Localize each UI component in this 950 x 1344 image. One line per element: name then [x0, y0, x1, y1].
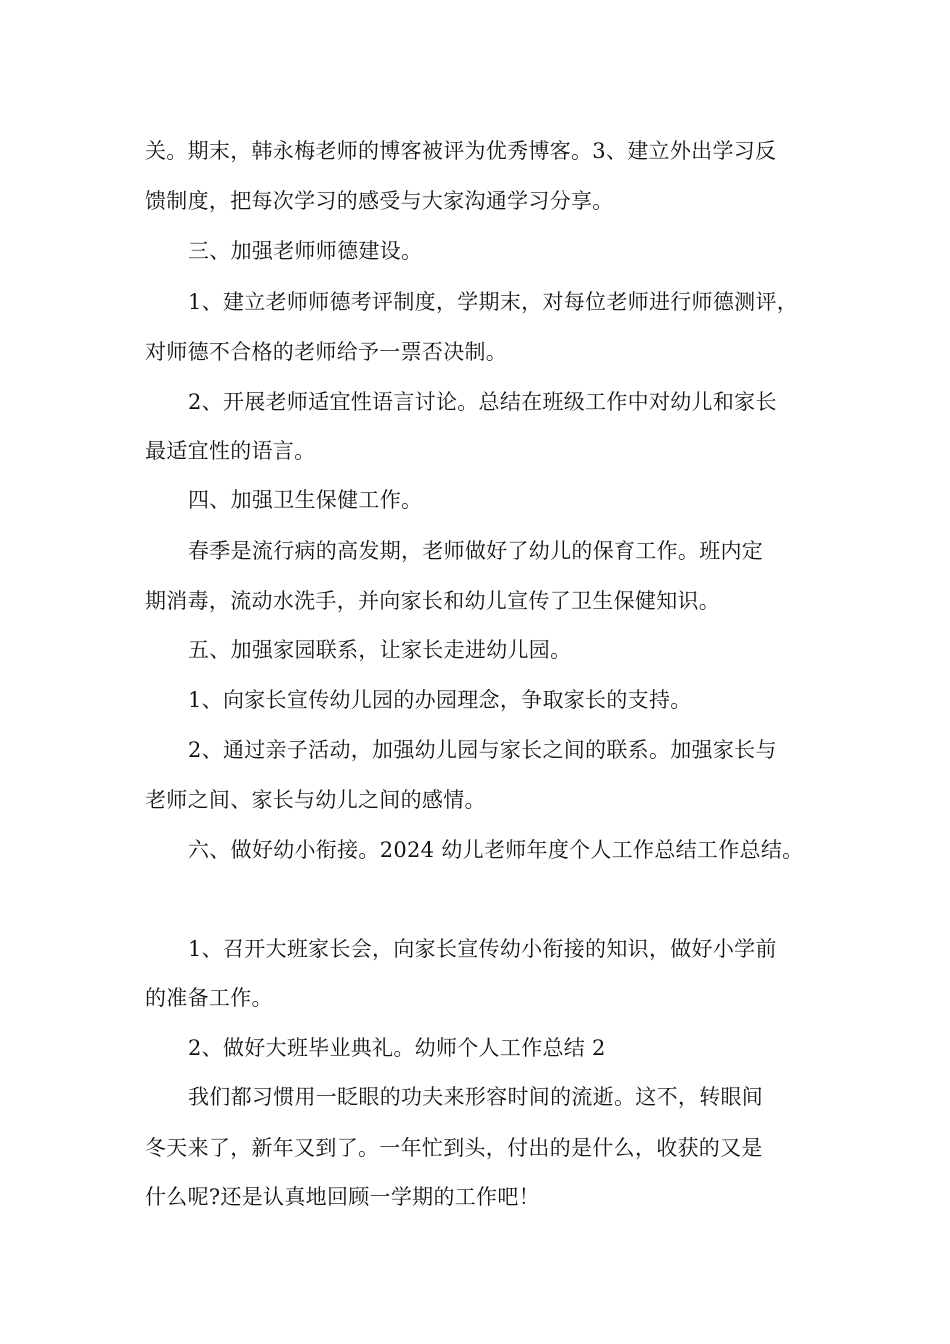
section-heading: 六、做好幼小衔接。2024 幼儿老师年度个人工作总结工作总结。	[188, 838, 804, 862]
text-line: 春季是流行病的高发期，老师做好了幼儿的保育工作。班内定	[188, 539, 764, 563]
text-line: 的准备工作。	[145, 986, 273, 1010]
text-line: 对师德不合格的老师给予一票否决制。	[145, 340, 508, 364]
text-line: 关。期末，韩永梅老师的博客被评为优秀博客。3、建立外出学习反	[145, 139, 777, 163]
text-line: 1、建立老师师德考评制度，学期末，对每位老师进行师德测评，	[188, 290, 799, 314]
section-heading: 五、加强家园联系，让家长走进幼儿园。	[188, 638, 572, 662]
text-line: 2、做好大班毕业典礼。幼师个人工作总结 2	[188, 1036, 606, 1060]
text-line: 馈制度，把每次学习的感受与大家沟通学习分享。	[145, 189, 614, 213]
section-heading: 三、加强老师师德建设。	[188, 239, 423, 263]
text-line: 什么呢?还是认真地回顾一学期的工作吧！	[145, 1185, 540, 1209]
section-heading: 四、加强卫生保健工作。	[188, 488, 423, 512]
text-line: 1、向家长宣传幼儿园的办园理念，争取家长的支持。	[188, 688, 692, 712]
text-line: 冬天来了，新年又到了。一年忙到头，付出的是什么，收获的又是	[145, 1136, 763, 1160]
text-line: 老师之间、家长与幼儿之间的感情。	[145, 788, 486, 812]
text-line: 1、召开大班家长会，向家长宣传幼小衔接的知识，做好小学前	[188, 937, 777, 961]
text-line: 我们都习惯用一眨眼的功夫来形容时间的流逝。这不，转眼间	[188, 1085, 764, 1109]
text-line: 期消毒，流动水洗手，并向家长和幼儿宣传了卫生保健知识。	[145, 589, 721, 613]
text-line: 2、通过亲子活动，加强幼儿园与家长之间的联系。加强家长与	[188, 738, 777, 762]
text-line: 2、开展老师适宜性语言讨论。总结在班级工作中对幼儿和家长	[188, 390, 777, 414]
text-line: 最适宜性的语言。	[145, 439, 316, 463]
